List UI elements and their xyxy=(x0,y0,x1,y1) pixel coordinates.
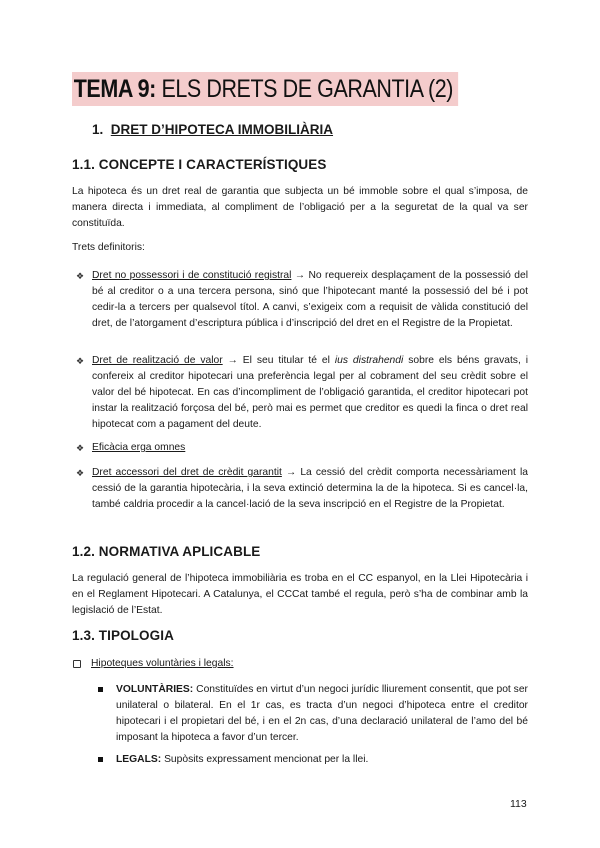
list-item xyxy=(72,268,528,332)
title-topic-number: TEMA 9: xyxy=(73,75,156,103)
subsection-heading-1-1: 1.1. CONCEPTE I CARACTERÍSTIQUES xyxy=(72,157,327,172)
diamond-bullet-icon: ❖ xyxy=(76,271,85,281)
diamond-bullet-icon: ❖ xyxy=(76,356,85,366)
bullet-text: sobre els béns gravats, i confereix al creditor hipotecari una preferència legal per al cobrament del seu crèdit sobre el valor del bé hipotecat. En cas d’incompliment de l’obligació garantida, el creditor hipotecari pot instar la realització forçosa del bé, però mai es permet que creditor es quedi la finca o dret real hipotecat com a pagament del deute. xyxy=(92,355,529,430)
bullet-lead: Dret no possessori i de constitució registral xyxy=(92,270,292,281)
subsection-heading-1-2: 1.2. NORMATIVA APLICABLE xyxy=(72,544,261,559)
sub-lead: VOLUNTÀRIES: xyxy=(116,684,194,695)
list-item xyxy=(72,465,528,513)
list-item xyxy=(72,440,528,456)
bullet-text: → No requereix desplaçament de la possessió del bé al creditor o a una tercera persona, sinó que l’hipotecant manté la possessió del bé i pot cedir-la a tercers per qualsevol títol. A canvi, s’exigeix com a requisit de vàlida constitució del dret, de l’atorgament d’escriptura pública i d’inscripció del dret en el Registre de la Propietat. xyxy=(92,270,528,329)
traits-label: Trets definitoris: xyxy=(72,242,145,253)
section-label: DRET D’HIPOTECA IMMOBILIÀRIA xyxy=(110,122,334,137)
diamond-bullet-icon: ❖ xyxy=(76,443,85,453)
sub-text: Supòsits expressament mencionat per la llei. xyxy=(161,754,369,765)
bullet-italic: ius distrahendi xyxy=(334,355,404,366)
section-heading-1 xyxy=(92,122,333,137)
bullet-lead: Dret de realització de valor xyxy=(92,355,223,366)
typology-item-label: Hipoteques voluntàries i legals: xyxy=(91,658,234,669)
concept-paragraph: La hipoteca és un dret real de garantia que subjecta un bé immoble sobre el qual s’imposa, de manera directa i immediata, al compliment de l’obligació per a la seguretat de la qual va ser constituïda. xyxy=(72,186,528,229)
section-number: 1. xyxy=(92,122,104,137)
bullet-lead: Eficàcia erga omnes xyxy=(92,442,186,453)
bullet-text: → La cessió del crèdit comporta necessàriament la cessió de la garantia hipotecària, i la seva extinció determina la de la hipoteca. Si es cancel·la, també caldria procedir a la cancel·lació de la seva inscripció en el Registre de la Propietat. xyxy=(92,467,528,510)
sub-lead: LEGALS: xyxy=(116,754,162,765)
square-bullet-icon xyxy=(98,687,103,692)
bullet-lead: Dret accessori del dret de crèdit garantit xyxy=(92,467,282,478)
title-topic-name: ELS DRETS DE GARANTIA (2) xyxy=(155,75,453,103)
bullet-text: → El seu titular té el xyxy=(222,355,335,366)
square-bullet-icon xyxy=(73,660,81,668)
subsection-heading-1-3: 1.3. TIPOLOGIA xyxy=(72,628,174,643)
regulation-paragraph: La regulació general de l’hipoteca immobiliària es troba en el CC espanyol, en la Llei Hipotecària i en el Reglament Hipotecari. A Catalunya, el CCCat també el regula, però s’ha de combinar amb la legislació de l’Estat. xyxy=(72,573,528,616)
sub-text: Constituïdes en virtut d’un negoci jurídic lliurement consentit, que pot ser unilateral o bilateral. En el 1r cas, es tracta d’un negoci d’hipoteca entre el creditor hipotecari i el propietari del bé, i en el 2n cas, d’una declaració unilateral de l’amo del bé imposant la hipoteca a favor d’un tercer. xyxy=(116,684,528,743)
diamond-bullet-icon: ❖ xyxy=(76,468,85,478)
list-item xyxy=(98,752,528,768)
square-bullet-icon xyxy=(98,757,103,762)
page-title xyxy=(72,72,458,106)
list-item xyxy=(72,353,528,433)
page-number: 113 xyxy=(510,798,527,810)
list-item xyxy=(72,656,234,672)
list-item xyxy=(98,682,528,746)
